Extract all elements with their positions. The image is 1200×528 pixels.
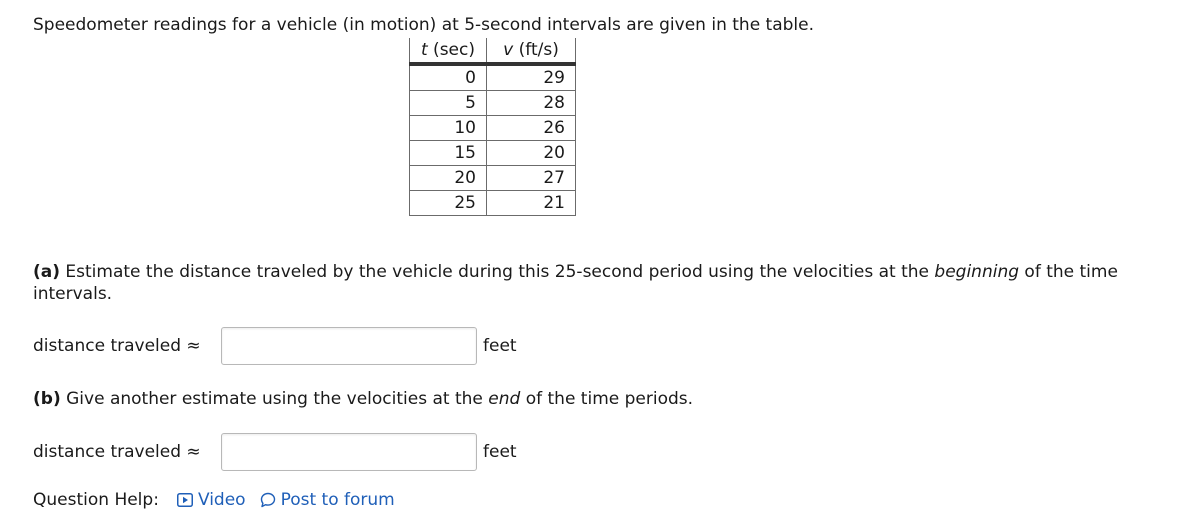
part-a-label: (a): [33, 262, 61, 282]
problem-statement: Speedometer readings for a vehicle (in motion) at 5-second intervals are given in the table.: [33, 15, 815, 35]
table-row: [410, 141, 576, 166]
velocity-cell: 28: [487, 91, 576, 116]
velocity-cell: 20: [487, 141, 576, 166]
time-cell: 10: [410, 116, 487, 141]
velocity-cell: 21: [487, 191, 576, 216]
question-help-label: Question Help:: [33, 490, 159, 510]
part-b-answer-label: distance traveled ≈: [33, 442, 201, 462]
part-a-emphasis: beginning: [934, 262, 1020, 282]
part-a-answer-input[interactable]: [221, 327, 477, 365]
part-a-text-before: Estimate the distance traveled by the vehicle during this 25-second period using the velocities at the: [60, 262, 935, 282]
velocity-cell: 27: [487, 166, 576, 191]
part-b-unit-label: feet: [483, 442, 517, 462]
table-row: [410, 91, 576, 116]
video-link-label: Video: [197, 490, 246, 510]
velocity-variable: v: [503, 40, 514, 60]
part-b-emphasis: end: [488, 389, 521, 409]
part-b-text-after: of the time periods.: [520, 389, 694, 409]
part-b-answer-row: [33, 433, 517, 471]
table-header-row: [410, 38, 576, 64]
table-row: [410, 64, 576, 91]
time-cell: 15: [410, 141, 487, 166]
table-row: [410, 166, 576, 191]
play-icon: [177, 493, 193, 507]
column-header-time: [410, 38, 487, 64]
velocity-cell: 29: [487, 64, 576, 91]
time-cell: 5: [410, 91, 487, 116]
velocity-cell: 26: [487, 116, 576, 141]
part-b-text-before: Give another estimate using the velocities at the: [60, 389, 489, 409]
time-cell: 0: [410, 64, 487, 91]
part-b-answer-input[interactable]: [221, 433, 477, 471]
table-row: [410, 116, 576, 141]
part-a-question: [33, 261, 1200, 305]
time-cell: 20: [410, 166, 487, 191]
post-to-forum-link[interactable]: [260, 490, 395, 510]
post-to-forum-label: Post to forum: [280, 490, 395, 510]
time-variable: t: [420, 40, 428, 60]
column-header-velocity: [487, 38, 576, 64]
velocity-unit: (ft/s): [513, 40, 559, 60]
part-a-answer-row: [33, 327, 517, 365]
part-a-unit-label: feet: [483, 336, 517, 356]
part-b-question: [33, 388, 693, 410]
part-a-answer-label: distance traveled ≈: [33, 336, 201, 356]
time-cell: 25: [410, 191, 487, 216]
question-help-bar: [33, 489, 395, 511]
time-unit: (sec): [427, 40, 475, 60]
video-link[interactable]: [177, 490, 246, 510]
table-row: [410, 191, 576, 216]
speedometer-table: [409, 38, 576, 216]
part-a-text-after: of the time intervals.: [33, 262, 1118, 304]
part-b-label: (b): [33, 389, 61, 409]
speech-bubble-icon: [260, 492, 276, 508]
